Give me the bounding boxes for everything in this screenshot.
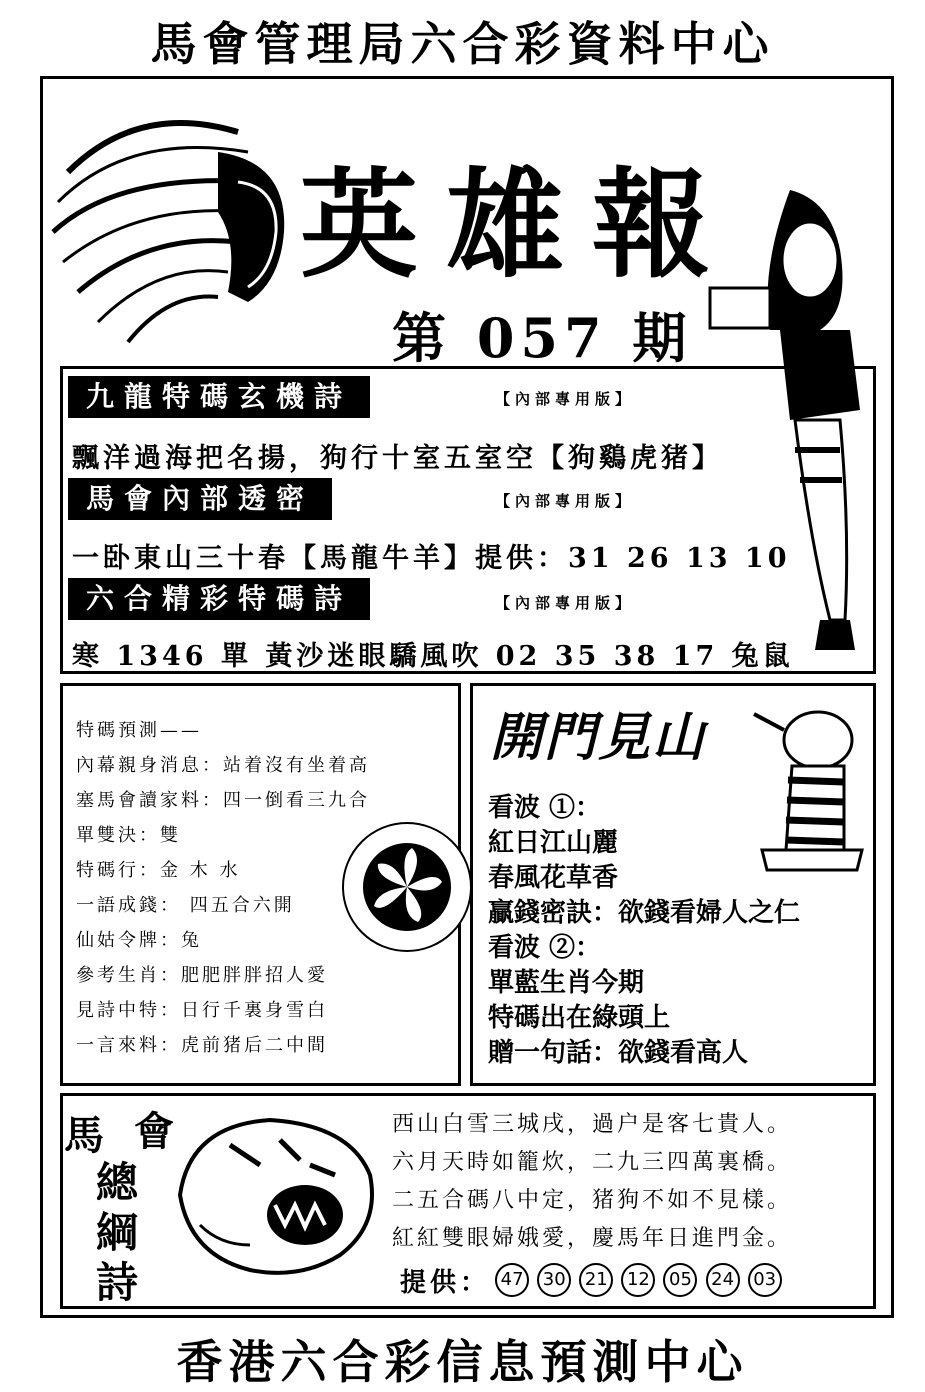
banner-mark-six-poem: 六合精彩特碼詩 — [68, 578, 370, 620]
poem-title-char: 馬 — [64, 1112, 104, 1159]
number-ball: 12 — [621, 1263, 655, 1297]
issue-suffix: 期 — [632, 306, 693, 370]
number-ball: 47 — [495, 1263, 529, 1297]
poem-line: 二五合碼八中定，猪狗不如不見樣。 — [392, 1188, 793, 1213]
kowloon-poem-line: 飄洋過海把名揚，狗行十室五室空【狗鷄虎猪】 — [72, 443, 723, 474]
prediction-item: 單雙決：雙 — [76, 825, 181, 846]
poem-line: 紅紅雙眼婦娥愛，慶馬年日進門金。 — [392, 1226, 793, 1251]
kaimen-lines — [488, 787, 800, 1067]
kaimen-line: 紅日江山麗 — [488, 828, 619, 858]
internal-tag: 【內部專用版】 — [495, 594, 636, 612]
kaimen-line: 春風花草香 — [488, 863, 619, 893]
kaimen-line: 贏錢密訣：欲錢看婦人之仁 — [488, 898, 801, 928]
poem-title-char: 詩 — [96, 1258, 139, 1307]
number-ball: 30 — [537, 1263, 571, 1297]
kaimen-line: 贈一句話：欲錢看高人 — [488, 1038, 749, 1068]
issue-prefix: 第 — [392, 306, 452, 370]
prediction-item: 參考生肖：肥肥胖胖招人愛 — [76, 965, 328, 986]
prediction-item: 內幕親身消息：站着沒有坐着高 — [76, 755, 370, 776]
general-poem-lines — [392, 1107, 792, 1259]
bottom-title: 香港六合彩信息預測中心 — [176, 1335, 749, 1389]
banner-kowloon-poem: 九龍特碼玄機詩 — [68, 376, 370, 418]
internal-tag: 【內部專用版】 — [495, 390, 636, 408]
prediction-item: 一言來料：虎前猪后二中間 — [76, 1035, 328, 1056]
masthead-title: 英雄報 — [300, 155, 739, 294]
prediction-item: 特碼行：金 木 水 — [76, 860, 241, 881]
number-ball: 21 — [579, 1263, 613, 1297]
prediction-item: 特碼預測—— — [76, 720, 202, 741]
prediction-item: 仙姑令牌：兔 — [76, 930, 202, 951]
poem-title-char: 總 — [96, 1158, 139, 1207]
prediction-item: 見詩中特：日行千裏身雪白 — [76, 1000, 328, 1021]
poem-line: 六月天時如籠炊，二九三四萬裏橋。 — [392, 1150, 793, 1175]
kaimen-title: 開門見山 — [490, 707, 707, 768]
internal-tag: 【內部專用版】 — [495, 492, 636, 510]
number-ball: 05 — [663, 1263, 697, 1297]
kaimen-line: 單藍生肖今期 — [488, 968, 645, 998]
chief-illustration — [48, 92, 298, 354]
kaimen-line: 特碼出在綠頭上 — [488, 1003, 671, 1033]
banner-insider-secret: 馬會內部透密 — [68, 478, 332, 520]
tiger-head-illustration — [160, 1105, 380, 1285]
issue-number: 057 — [476, 306, 608, 370]
poem-line: 西山白雪三城戌，過户是客七貴人。 — [392, 1112, 793, 1137]
poem-title-char: 會 — [134, 1108, 174, 1155]
kaimen-line: 看波 ②： — [488, 933, 602, 963]
predictions-list — [76, 716, 370, 1066]
top-title: 馬會管理局六合彩資料中心 — [150, 17, 775, 71]
insider-secret-line: 一卧東山三十春【馬龍牛羊】提供：31 26 13 10 — [72, 543, 791, 574]
mark-six-poem-line: 寒 1346 單 黃沙迷眼驕風吹 02 35 38 17 兔鼠 — [72, 641, 794, 672]
prediction-item: 塞馬會讀家料：四一倒看三九合 — [76, 790, 370, 811]
poem-title-char: 綱 — [96, 1208, 139, 1257]
provider-label: 提供： — [400, 1268, 491, 1298]
bauhinia-emblem — [340, 820, 474, 954]
number-ball: 03 — [748, 1263, 782, 1297]
prediction-item: 一語成錢： 四五合六開 — [76, 895, 295, 916]
provider-row — [400, 1262, 785, 1299]
number-ball: 24 — [706, 1263, 740, 1297]
kaimen-line: 看波 ①： — [488, 793, 602, 823]
issue-label — [392, 296, 692, 373]
